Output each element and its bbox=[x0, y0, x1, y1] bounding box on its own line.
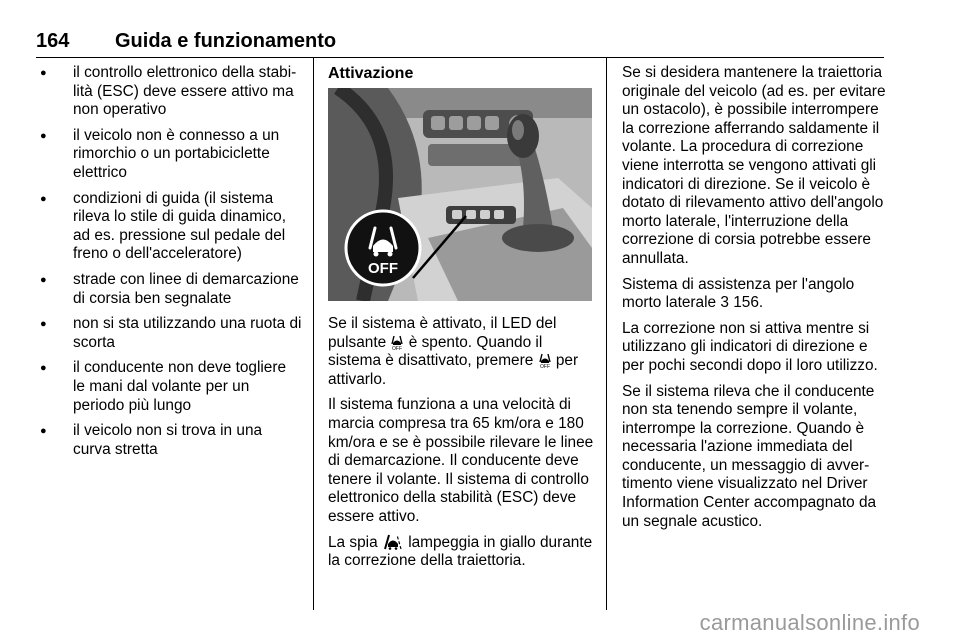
list-item: ● non si sta utilizzando una ruota di scorta bbox=[40, 315, 302, 352]
list-item: ● il veicolo non è connesso a un rimorchio o un portabiciclette elettrico bbox=[40, 127, 302, 183]
page-reference[interactable]: 156. bbox=[733, 294, 764, 312]
paragraph: Il sistema funziona a una velocità di marcia compresa tra 65 km/ora e 180 km/ora e se è possibile rilevare le linee di demarcazione. Il conducente deve tenere il volante. Il sistema di controllo elettronico della stabilità (ESC) deve essere attivo. bbox=[328, 396, 594, 525]
header-rule bbox=[36, 57, 884, 58]
page-number: 164 bbox=[36, 30, 70, 52]
svg-text:OFF: OFF bbox=[539, 364, 550, 369]
list-item: ● il controllo elettronico della stabilità (ESC) deve essere attivo ma non operativo bbox=[40, 64, 302, 120]
column-2 bbox=[328, 64, 595, 578]
paragraph: Se il sistema rileva che il conducente non sta tenendo sempre il volante, interrompe la correzione. Quando è necessaria l'azione immediata del conducente, un messaggio di avvertimento viene visualizzato nel Driver Information Center accompagnato da un segnale acustico. bbox=[622, 382, 877, 530]
lane-keep-off-icon bbox=[390, 334, 404, 350]
column-divider-1 bbox=[313, 57, 314, 610]
column-3 bbox=[622, 64, 888, 538]
svg-text:OFF: OFF bbox=[392, 345, 403, 350]
lane-keep-off-icon bbox=[538, 352, 552, 368]
page-header bbox=[36, 28, 884, 54]
paragraph: La correzione non si attiva mentre si utilizzano gli indicatori di direzione e per pochi secondi dopo il loro utilizzo. bbox=[622, 319, 878, 374]
paragraph: Sistema di assistenza per l'angolo morto laterale 3 156. bbox=[622, 275, 855, 312]
page-title: Guida e funzionamento bbox=[115, 30, 337, 52]
page-reference-arrow[interactable]: 3 bbox=[720, 294, 729, 312]
list-item: ● strade con linee di demarcazione di corsia ben segnalate bbox=[40, 271, 302, 308]
section-heading: Attivazione bbox=[328, 65, 414, 82]
watermark: carmanualsonline.info bbox=[699, 610, 920, 635]
list-item: ● condizioni di guida (il sistema rileva lo stile di guida dinamico, ad es. pressione sul pedale del freno o dell'acceleratore) bbox=[40, 190, 302, 264]
list-item: ● il veicolo non si trova in una curva stretta bbox=[40, 422, 302, 459]
figure-label: OFF bbox=[368, 260, 398, 277]
column-1 bbox=[40, 64, 302, 466]
list-item: ● il conducente non deve togliere le mani dal volante per un periodo più lungo bbox=[40, 359, 302, 415]
lane-departure-warning-icon bbox=[382, 534, 404, 550]
paragraph: La spia lampeggia in giallo durante la correzione della traiettoria. bbox=[328, 533, 593, 570]
paragraph: Se il sistema è attivato, il LED del pulsante OFF è spento. Quando il sistema è disattivato, premere OFF per attivarlo. bbox=[328, 315, 579, 388]
dashboard-photo bbox=[328, 88, 592, 301]
condition-list bbox=[40, 64, 302, 459]
paragraph: Se si desidera mantenere la traiettoria originale del veicolo (ad es. per evitare un ostacolo), è possibile interrompere la correzione afferrando saldamente il volante. La procedura di correzione viene interrotta se vengono attivati gli indicatori di direzione. Se il veicolo è dotato di rilevamento attivo dell'angolo morto laterale, l'interruzione della correzione di corsia potrebbe essere annullata. bbox=[622, 64, 886, 267]
column-divider-2 bbox=[606, 57, 607, 610]
